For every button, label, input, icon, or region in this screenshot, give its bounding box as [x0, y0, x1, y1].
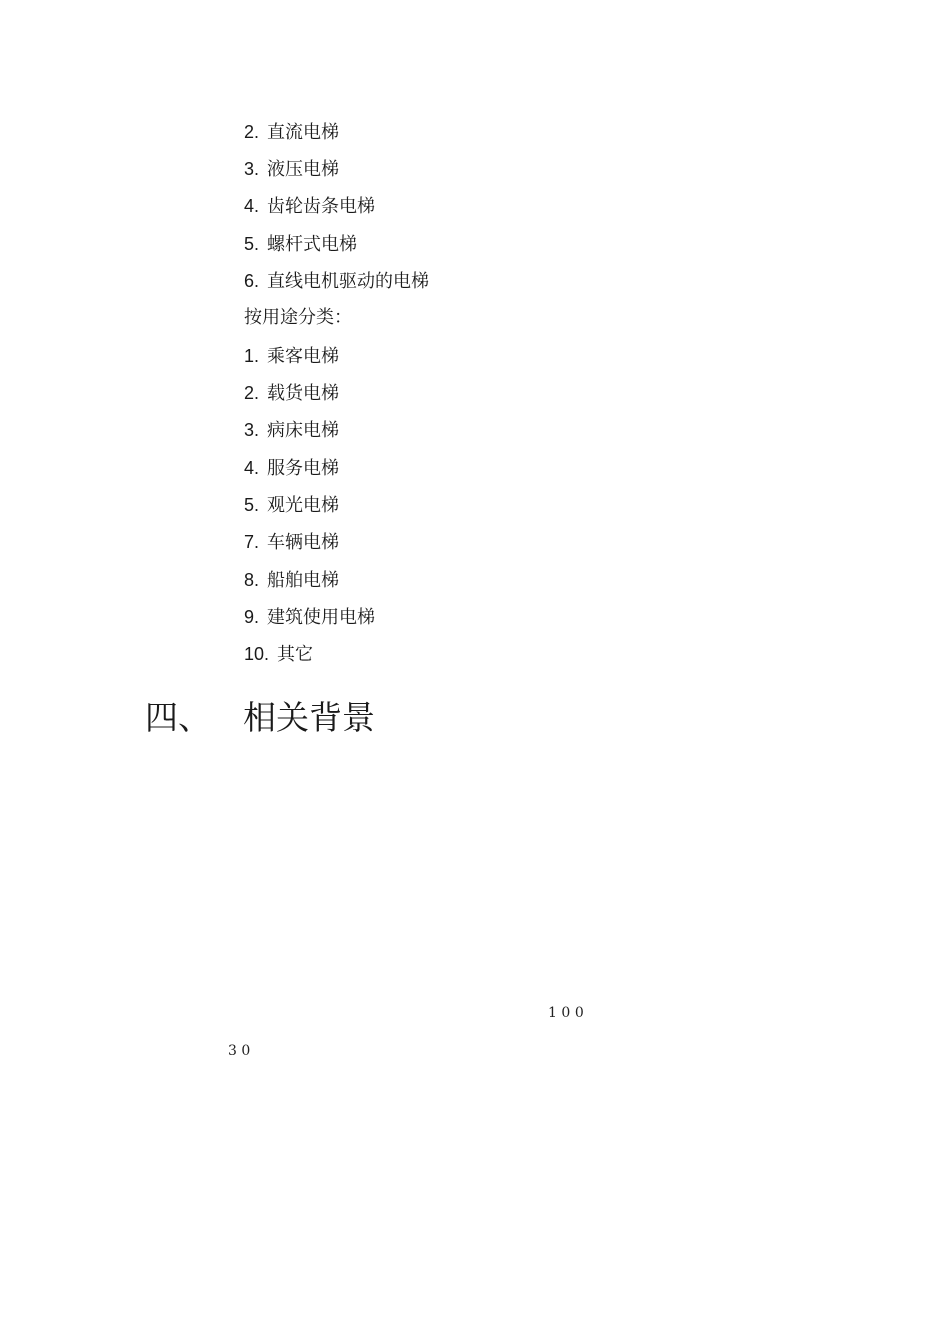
list-item: 3. 液压电梯 [244, 159, 340, 180]
list-item: 10. 其它 [244, 644, 314, 665]
section-title: 相关背景 [243, 698, 375, 737]
section-heading [145, 698, 375, 738]
list-item: 9. 建筑使用电梯 [244, 607, 376, 628]
garbled-text: 30 [228, 1043, 255, 1059]
list-item: 7. 车辆电梯 [244, 532, 340, 553]
list-item: 8. 船舶电梯 [244, 570, 340, 591]
list-item: 4. 服务电梯 [244, 458, 340, 479]
section-number: 四、 [145, 698, 211, 737]
list-item: 6. 直线电机驱动的电梯 [244, 271, 430, 292]
list-item: 5. 观光电梯 [244, 495, 340, 516]
list-item: 5. 螺杆式电梯 [244, 234, 358, 255]
garbled-text: 100 [548, 1005, 589, 1021]
usage-heading: 按用途分类： [244, 307, 352, 328]
list-item: 3. 病床电梯 [244, 420, 340, 441]
list-item: 2. 直流电梯 [244, 122, 340, 143]
list-item: 4. 齿轮齿条电梯 [244, 196, 376, 217]
list-item: 2. 载货电梯 [244, 383, 340, 404]
list-item: 1. 乘客电梯 [244, 346, 340, 367]
